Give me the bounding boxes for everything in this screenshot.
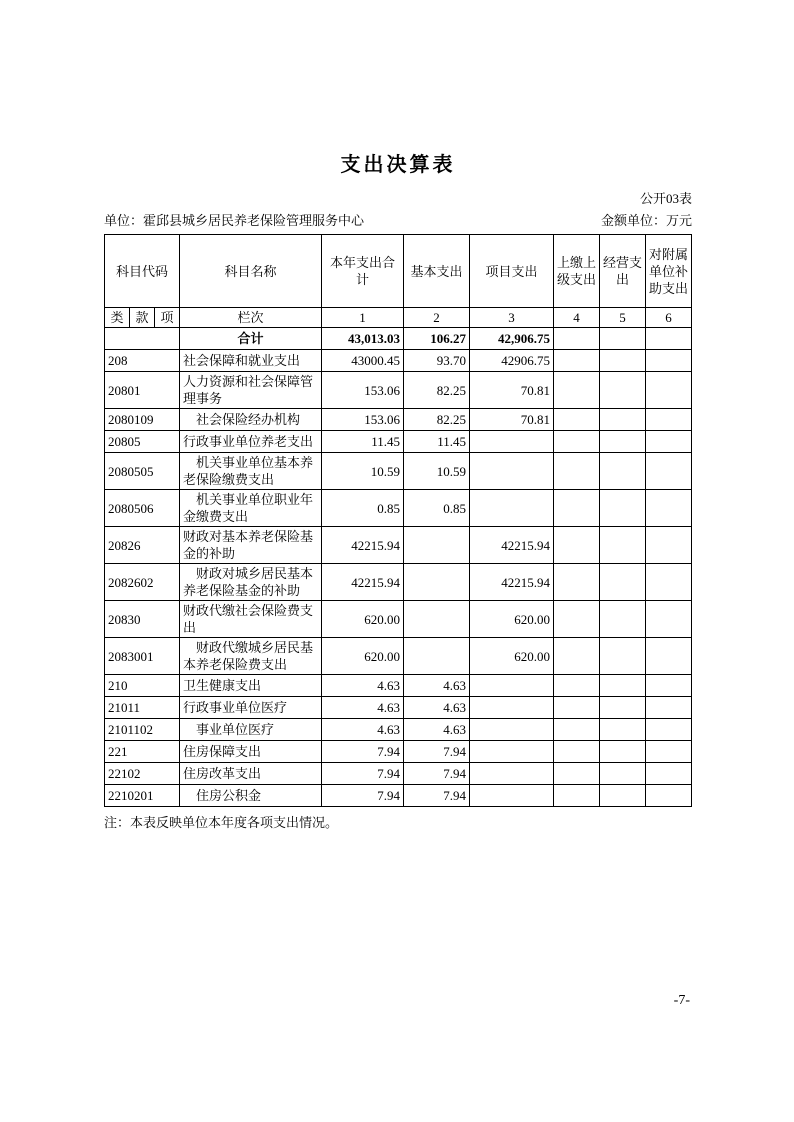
value-cell: 10.59 (404, 453, 470, 490)
code-cell: 208 (105, 350, 180, 372)
value-cell: 42215.94 (322, 527, 404, 564)
value-cell (470, 719, 554, 741)
value-cell: 0.85 (404, 490, 470, 527)
value-cell: 7.94 (404, 763, 470, 785)
value-cell: 70.81 (470, 372, 554, 409)
table-note: 注：本表反映单位本年度各项支出情况。 (104, 815, 339, 830)
name-cell: 财政代缴城乡居民基本养老保险费支出 (180, 638, 322, 675)
value-cell (470, 763, 554, 785)
value-cell: 93.70 (404, 350, 470, 372)
value-cell: 82.25 (404, 409, 470, 431)
subheader-col-1: 1 (322, 308, 404, 328)
value-cell (470, 675, 554, 697)
value-cell (646, 741, 692, 763)
col-header-project: 项目支出 (470, 235, 554, 308)
value-cell (470, 453, 554, 490)
code-cell: 2101102 (105, 719, 180, 741)
value-cell: 43,013.03 (322, 328, 404, 350)
value-cell: 4.63 (404, 675, 470, 697)
table-row (105, 409, 692, 431)
name-cell: 住房改革支出 (180, 763, 322, 785)
table-row (105, 675, 692, 697)
value-cell (646, 638, 692, 675)
table-row (105, 527, 692, 564)
value-cell (600, 527, 646, 564)
col-header-subject-name: 科目名称 (180, 235, 322, 308)
value-cell (646, 719, 692, 741)
col-header-subsidy: 对附属单位补助支出 (646, 235, 692, 308)
value-cell (646, 490, 692, 527)
value-cell (646, 409, 692, 431)
subheader-col-2: 2 (404, 308, 470, 328)
value-cell: 620.00 (470, 601, 554, 638)
col-header-year-total: 本年支出合计 (322, 235, 404, 308)
value-cell (646, 564, 692, 601)
code-cell: 22102 (105, 763, 180, 785)
expenditure-table (104, 234, 692, 807)
value-cell (470, 785, 554, 807)
value-cell: 0.85 (322, 490, 404, 527)
name-cell: 社会保险经办机构 (180, 409, 322, 431)
value-cell: 620.00 (470, 638, 554, 675)
value-cell: 4.63 (322, 675, 404, 697)
subheader-item: 项 (155, 308, 180, 328)
value-cell: 106.27 (404, 328, 470, 350)
table-row (105, 719, 692, 741)
value-cell: 153.06 (322, 372, 404, 409)
code-cell: 2080109 (105, 409, 180, 431)
value-cell (600, 350, 646, 372)
table-total-row (105, 328, 692, 350)
value-cell: 42906.75 (470, 350, 554, 372)
col-header-subject-code: 科目代码 (105, 235, 180, 308)
name-cell: 财政对基本养老保险基金的补助 (180, 527, 322, 564)
value-cell: 7.94 (322, 741, 404, 763)
code-cell: 20801 (105, 372, 180, 409)
table-row (105, 350, 692, 372)
value-cell (554, 453, 600, 490)
value-cell (600, 785, 646, 807)
value-cell (646, 785, 692, 807)
value-cell (646, 763, 692, 785)
table-row (105, 785, 692, 807)
col-header-upper-level: 上缴上级支出 (554, 235, 600, 308)
value-cell (600, 431, 646, 453)
subheader-col-3: 3 (470, 308, 554, 328)
value-cell (600, 564, 646, 601)
value-cell (554, 601, 600, 638)
value-cell: 7.94 (322, 763, 404, 785)
value-cell (646, 372, 692, 409)
value-cell: 153.06 (322, 409, 404, 431)
code-cell: 20830 (105, 601, 180, 638)
value-cell: 70.81 (470, 409, 554, 431)
name-cell: 机关事业单位职业年金缴费支出 (180, 490, 322, 527)
name-cell: 事业单位医疗 (180, 719, 322, 741)
value-cell: 10.59 (322, 453, 404, 490)
table-row (105, 763, 692, 785)
value-cell (470, 431, 554, 453)
name-cell: 人力资源和社会保障管理事务 (180, 372, 322, 409)
value-cell: 7.94 (404, 741, 470, 763)
value-cell (600, 741, 646, 763)
value-cell: 620.00 (322, 601, 404, 638)
value-cell (646, 350, 692, 372)
amount-unit-label: 金额单位：万元 (600, 213, 692, 228)
col-header-basic: 基本支出 (404, 235, 470, 308)
value-cell (554, 564, 600, 601)
value-cell (404, 638, 470, 675)
subheader-section: 款 (130, 308, 155, 328)
value-cell (600, 601, 646, 638)
table-row (105, 453, 692, 490)
code-cell: 20826 (105, 527, 180, 564)
value-cell (554, 675, 600, 697)
code-cell: 2082602 (105, 564, 180, 601)
value-cell (554, 697, 600, 719)
unit-row (104, 210, 692, 232)
subheader-class: 类 (105, 308, 130, 328)
name-cell: 机关事业单位基本养老保险缴费支出 (180, 453, 322, 490)
code-cell: 2080506 (105, 490, 180, 527)
value-cell (404, 601, 470, 638)
value-cell: 42215.94 (322, 564, 404, 601)
col-header-operating: 经营支出 (600, 235, 646, 308)
table-row (105, 741, 692, 763)
table-row (105, 564, 692, 601)
value-cell: 82.25 (404, 372, 470, 409)
value-cell (554, 785, 600, 807)
value-cell (554, 431, 600, 453)
value-cell (470, 741, 554, 763)
value-cell (470, 697, 554, 719)
value-cell (470, 490, 554, 527)
value-cell (646, 527, 692, 564)
value-cell: 42,906.75 (470, 328, 554, 350)
value-cell (600, 328, 646, 350)
value-cell (404, 527, 470, 564)
value-cell: 42215.94 (470, 527, 554, 564)
value-cell: 11.45 (322, 431, 404, 453)
value-cell (646, 453, 692, 490)
public-table-label: 公开03表 (639, 191, 692, 206)
name-cell: 合计 (180, 328, 322, 350)
code-cell (105, 328, 180, 350)
value-cell: 4.63 (404, 719, 470, 741)
code-cell: 221 (105, 741, 180, 763)
code-cell: 20805 (105, 431, 180, 453)
value-cell (554, 741, 600, 763)
value-cell: 7.94 (404, 785, 470, 807)
value-cell (600, 409, 646, 431)
table-row (105, 431, 692, 453)
value-cell (600, 453, 646, 490)
value-cell (646, 431, 692, 453)
name-cell: 社会保障和就业支出 (180, 350, 322, 372)
value-cell: 43000.45 (322, 350, 404, 372)
value-cell (554, 350, 600, 372)
name-cell: 财政对城乡居民基本养老保险基金的补助 (180, 564, 322, 601)
value-cell (600, 372, 646, 409)
unit-label: 单位：霍邱县城乡居民养老保险管理服务中心 (104, 213, 365, 228)
value-cell (554, 638, 600, 675)
table-header-row (105, 235, 692, 308)
value-cell: 42215.94 (470, 564, 554, 601)
value-cell (646, 697, 692, 719)
name-cell: 住房公积金 (180, 785, 322, 807)
value-cell (554, 490, 600, 527)
name-cell: 行政事业单位养老支出 (180, 431, 322, 453)
name-cell: 住房保障支出 (180, 741, 322, 763)
subheader-col-5: 5 (600, 308, 646, 328)
value-cell (554, 328, 600, 350)
value-cell (600, 638, 646, 675)
code-cell: 210 (105, 675, 180, 697)
value-cell (646, 675, 692, 697)
value-cell (600, 719, 646, 741)
code-cell: 21011 (105, 697, 180, 719)
table-subheader-row (105, 308, 692, 328)
page-title: 支出决算表 (340, 154, 456, 176)
table-row (105, 601, 692, 638)
table-row (105, 638, 692, 675)
value-cell: 7.94 (322, 785, 404, 807)
name-cell: 行政事业单位医疗 (180, 697, 322, 719)
value-cell (554, 719, 600, 741)
value-cell: 620.00 (322, 638, 404, 675)
value-cell (404, 564, 470, 601)
value-cell: 4.63 (322, 719, 404, 741)
value-cell (554, 527, 600, 564)
page-number: -7- (673, 993, 690, 1008)
value-cell (600, 675, 646, 697)
value-cell: 4.63 (404, 697, 470, 719)
table-row (105, 490, 692, 527)
value-cell (646, 601, 692, 638)
value-cell (554, 763, 600, 785)
page-content (104, 0, 692, 831)
value-cell: 11.45 (404, 431, 470, 453)
subheader-col-4: 4 (554, 308, 600, 328)
code-cell: 2083001 (105, 638, 180, 675)
value-cell (600, 490, 646, 527)
table-row (105, 697, 692, 719)
value-cell: 4.63 (322, 697, 404, 719)
code-cell: 2080505 (105, 453, 180, 490)
table-row (105, 372, 692, 409)
subheader-col-6: 6 (646, 308, 692, 328)
value-cell (554, 372, 600, 409)
value-cell (646, 328, 692, 350)
value-cell (600, 763, 646, 785)
name-cell: 财政代缴社会保险费支出 (180, 601, 322, 638)
value-cell (554, 409, 600, 431)
subheader-column-index: 栏次 (180, 308, 322, 328)
name-cell: 卫生健康支出 (180, 675, 322, 697)
value-cell (600, 697, 646, 719)
code-cell: 2210201 (105, 785, 180, 807)
